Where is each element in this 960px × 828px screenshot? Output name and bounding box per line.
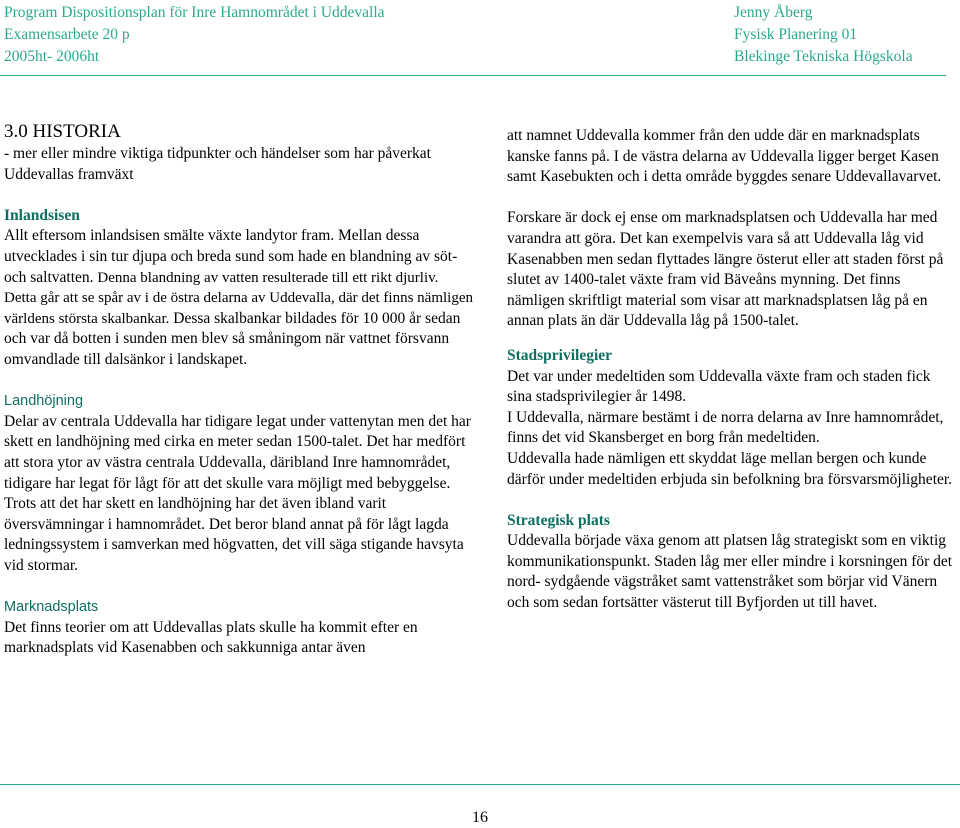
- inlandsisen-text-a: Allt eftersom inlandsisen smälte växte landytor fram. Mellan dessa utvecklades i sin tur djupa och breda sund som hade en blandning av söt- och saltvatten.: [4, 227, 458, 286]
- paragraph-strategisk-plats: Uddevalla började växa genom att platsen låg strategiskt som en viktig kommunikationspunkt. Staden låg mer eller mindre i korsningen för det nord- sydgående vägstråket samt vattenstråket som börjar vid Vänern och som sedan fortsätter västerut till Byfjorden ut till havet.: [507, 532, 953, 612]
- heading-inlandsisen: Inlandsisen: [4, 206, 80, 224]
- paragraph-landhojning: Delar av centrala Uddevalla har tidigare legat under vattenytan men det har skett en landhöjning med cirka en meter sedan 1500-talet. Det har medfört att stora ytor av västra centrala Uddevalla, däribland Inre hamnområdet, tidigare har legat för lågt för att det skulle vara möjligt med bebyggelse. Trots att det har skett en landhöjning har det även ibland varit översvämningar i hamnområdet. Det beror bland annat på för lågt lagda ledningssystem i samverkan med högvatten, det vill säga stigande havsyta vid stormar.: [4, 412, 471, 574]
- spacer: [507, 332, 959, 346]
- header-program: Fysisk Planering 01: [734, 26, 858, 43]
- paragraph-marknadsplats-continued: att namnet Uddevalla kommer från den udde där en marknadsplats kanske fanns på. I de västra delarna av Uddevalla ligger berget Kasen samt Kasebukten och i detta område byggdes senare Uddevallavarvet.: [507, 127, 942, 186]
- heading-stadsprivilegier: Stadsprivilegier: [507, 346, 613, 364]
- paragraph-stadsprivilegier-1: Det var under medeltiden som Uddevalla växte fram och staden fick sina stadsprivilegier år 1498.: [507, 367, 931, 406]
- paragraph-marknadsplats: Det finns teorier om att Uddevallas plats skulle ha kommit efter en marknadsplats vid Kasenabben och sakkunniga antar även: [4, 618, 418, 657]
- paragraph-stadsprivilegier-3: Uddevalla hade nämligen ett skyddat läge mellan bergen och kunde därför under medeltiden erbjuda sin befolkning bra försvarsmöjligheter.: [507, 449, 953, 488]
- section-title: 3.0 HISTORIA: [4, 121, 121, 142]
- header-left: [4, 2, 524, 68]
- header-term: 2005ht- 2006ht: [4, 48, 100, 65]
- spacer: [4, 576, 474, 597]
- heading-landhojning: Landhöjning: [4, 393, 84, 410]
- paragraph-stadsprivilegier-2: I Uddevalla, närmare bestämt i de norra delarna av Inre hamnområdet, finns det vid Skansberget en borg från medeltiden.: [507, 408, 944, 447]
- heading-strategisk-plats: Strategisk plats: [507, 511, 610, 529]
- spacer: [507, 188, 959, 209]
- paragraph-inlandsisen: [4, 226, 474, 370]
- spacer: [507, 490, 959, 511]
- footer-divider: [0, 784, 960, 785]
- header-author: Jenny Åberg: [734, 4, 813, 21]
- header-title: Program Dispositionsplan för Inre Hamnområdet i Uddevalla: [4, 4, 385, 21]
- spacer: [4, 185, 474, 206]
- right-column: [507, 126, 959, 614]
- header-right: [734, 2, 960, 68]
- heading-marknadsplats: Marknadsplats: [4, 599, 99, 616]
- left-column: [4, 120, 474, 659]
- section-subtitle: - mer eller mindre viktiga tidpunkter och händelser som har påverkat Uddevallas framväxt: [4, 145, 431, 183]
- paragraph-forskare: Forskare är dock ej ense om marknadsplatsen och Uddevalla har med varandra att göra. Det kan exempelvis vara så att Uddevalla låg vid Kasenabben men sedan flyttades längre österut eller att staden först på slutet av 1400-talet växte fram vid Bäveåns mynning. Det finns nämligen skriftligt material som visar att marknadsplatsen låg på en annan plats än där Uddevalla låg på 1500-talet.: [507, 209, 944, 330]
- inlandsisen-text-c: Dessa skalbankar bildades för 10 000 år sedan och var då botten i sunden men blev så småningom när vattnet försvann omvandlade till dalsänkor i landskapet.: [4, 309, 461, 368]
- spacer: [4, 371, 474, 392]
- inlandsisen-text-b: Denna blandning av vatten resulterade till ett rikt djurliv. Detta går att se spår av i de östra delarna av Uddevalla, där det finns nämligen världens största skalbankar.: [4, 269, 473, 327]
- header-course: Examensarbete 20 p: [4, 26, 130, 43]
- header-divider: [0, 75, 946, 76]
- header-school: Blekinge Tekniska Högskola: [734, 48, 913, 65]
- page-number: 16: [472, 809, 488, 826]
